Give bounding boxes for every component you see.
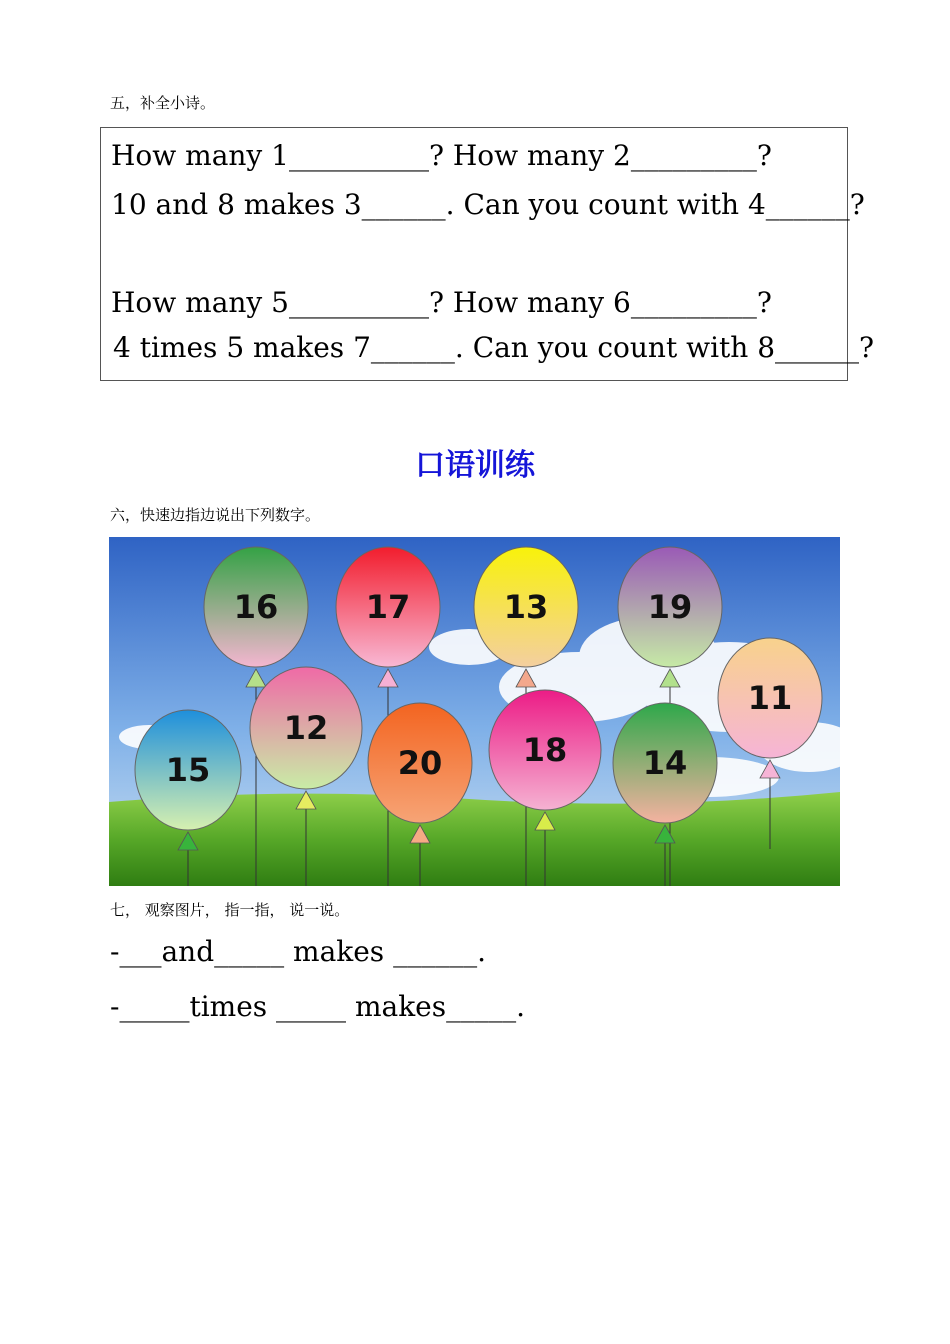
poem-line-1: How many 1__________? How many 2_________? [111, 139, 772, 172]
poem-line-3: How many 5__________? How many 6_________? [111, 286, 772, 319]
poem-line-4: 4 times 5 makes 7______. Can you count with 8______? [113, 331, 875, 364]
oral-training-title: 口语训练 [415, 448, 535, 483]
fill-line-1: -___and_____ makes ______. [110, 935, 486, 968]
section-5-heading: 五，补全小诗。 [110, 94, 216, 112]
balloon-number: 18 [522, 731, 568, 769]
section-7-heading: 七， 观察图片， 指一指， 说一说。 [110, 901, 350, 919]
balloon-number: 12 [283, 709, 329, 747]
balloon-number: 14 [642, 744, 688, 782]
section-6-heading: 六，快速边指边说出下列数字。 [110, 506, 321, 524]
fill-line-2: -_____times _____ makes_____. [110, 990, 526, 1023]
poem-line-2: 10 and 8 makes 3______. Can you count with 4______? [111, 188, 865, 221]
balloon-number: 20 [397, 744, 443, 782]
balloon-number: 15 [165, 751, 211, 789]
poem-box [100, 127, 875, 381]
balloon-number: 17 [365, 588, 411, 626]
balloon-number: 11 [747, 679, 793, 717]
balloon-number: 16 [233, 588, 279, 626]
balloon-picture [109, 537, 840, 886]
balloon-number: 13 [503, 588, 549, 626]
balloon-number: 19 [647, 588, 693, 626]
